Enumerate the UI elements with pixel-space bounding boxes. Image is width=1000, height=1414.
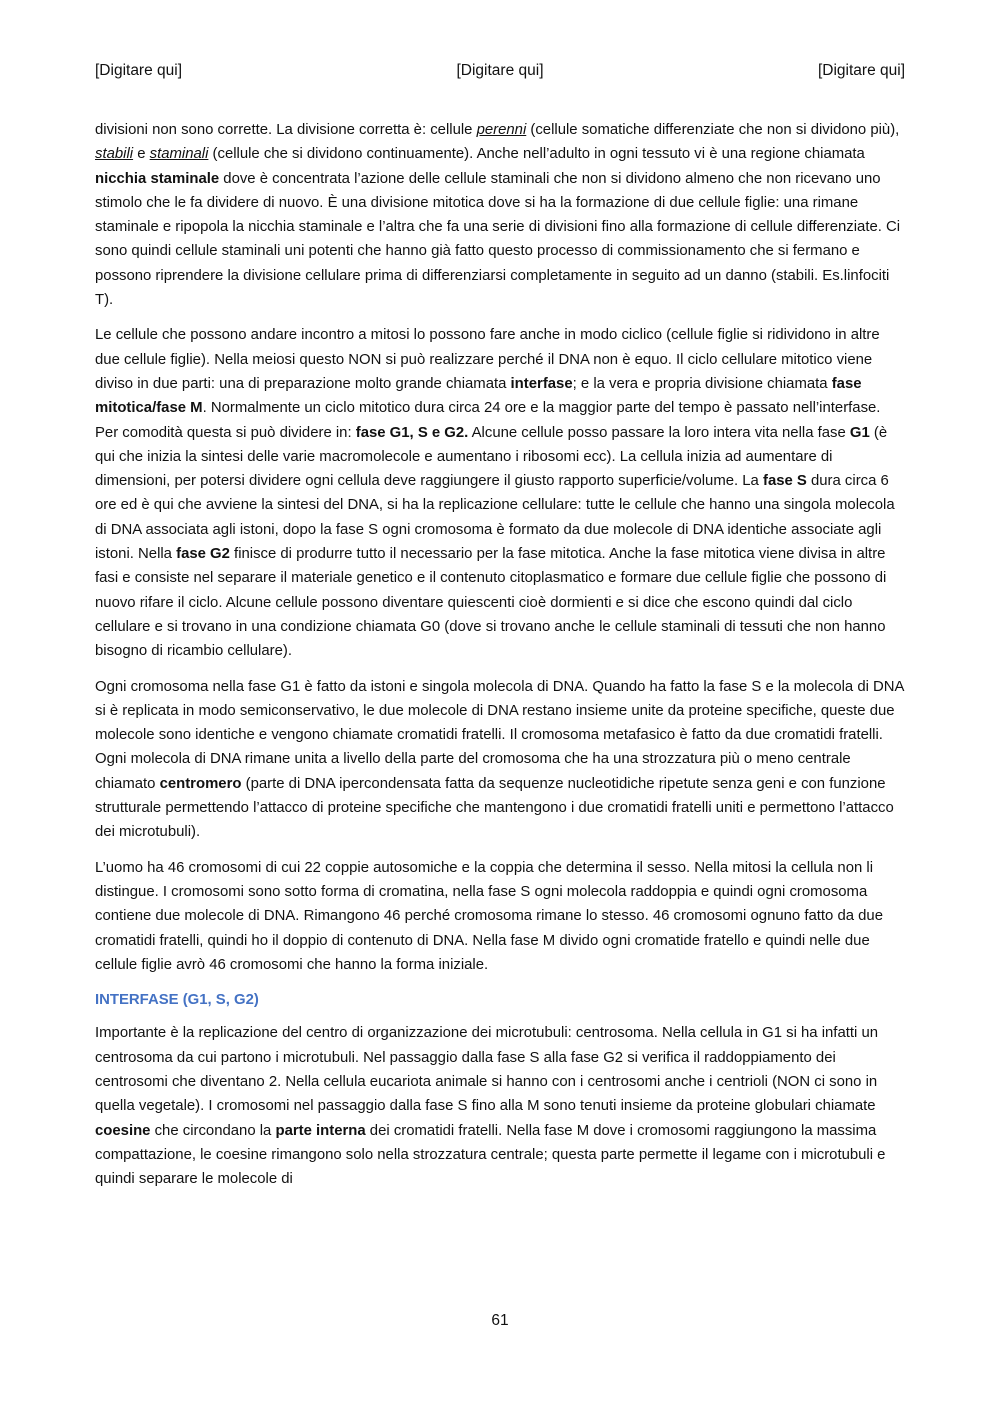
- page-body: [95, 118, 907, 1202]
- bold-term: centromero: [159, 775, 242, 792]
- section-heading-interfase: INTERFASE (G1, S, G2): [95, 992, 259, 1009]
- header-center: [Digitare qui]: [456, 62, 544, 79]
- text-run: finisce di produrre tutto il necessario per la fase mitotica. Anche la fase mitotica viene divisa in altre fasi e consiste nel separare il materiale genetico e il contenuto citoplasmatico e formare due cellule figlie che possono di nuovo rifare il ciclo. Alcune cellule possono diventare quiescenti cioè dormienti e si dice che escono quindi dal ciclo cellulare e si trovano in una condizione chiamata G0 (dove si trovano anche le cellule staminali di tessuti che non hanno bisogno di ricambio cellulare).: [95, 546, 887, 660]
- bold-term: fase mitotica/fase M: [95, 375, 862, 417]
- text-run: . Normalmente un ciclo mitotico dura circa 24 ore e la maggior parte del tempo è passato nell’interfase. Per comodità questa si può dividere in:: [95, 400, 881, 441]
- paragraph-cell-cycle: [95, 323, 907, 663]
- bold-term: fase S: [762, 473, 807, 490]
- paragraph-centrosome: [95, 1021, 907, 1191]
- bold-term: fase G2: [176, 546, 230, 563]
- paragraph-human-chromosomes: [95, 856, 907, 977]
- bold-term: fase G1, S e G2.: [355, 424, 469, 441]
- text-run: (parte di DNA ipercondensata fatta da sequenze nucleotidiche ripetute senza geni e con funzione strutturale permettendo l’attacco di proteine specifiche che mantengono i due cromatidi fratelli uniti e permettono l’attacco dei microtubuli).: [95, 775, 894, 841]
- bold-term: interfase: [510, 375, 573, 392]
- text-run: Alcune cellule posso passare la loro intera vita nella fase: [468, 424, 850, 441]
- text-run: ; e la vera e propria divisione chiamata: [572, 375, 832, 392]
- term-staminali: staminali: [149, 146, 209, 163]
- header-right: [Digitare qui]: [817, 62, 905, 79]
- text-run: dei cromatidi fratelli. Nella fase M dove i cromosomi raggiungono la massima compattazione, le coesine rimangono solo nella strozzatura centrale; questa parte permette il legame con i microtubuli e quindi separare le molecole di: [95, 1122, 886, 1188]
- paragraph-cell-types: [95, 118, 907, 312]
- text-run: (è qui che inizia la sintesi delle varie macromolecole e aumentano i ribosomi ecc). La cellula inizia ad aumentare di dimensioni, per potersi dividere ogni cellula deve raggiungere il giusto rapporto superficie/volume. La: [95, 424, 888, 490]
- header-left: [Digitare qui]: [95, 62, 183, 79]
- bold-term: nicchia staminale: [95, 170, 220, 187]
- text-run: L’uomo ha 46 cromosomi di cui 22 coppie autosomiche e la coppia che determina il sesso. Nella mitosi la cellula non li distingue. I cromosomi sono sotto forma di cromatina, nella fase S ogni molecola raddoppia e quindi ogni cromosoma contiene due molecole di DNA. Rimangono 46 perché cromosoma rimane lo stesso. 46 cromosomi ognuno fatto da due cromatidi fratelli, quindi ho il doppio di contenuto di DNA. Nella fase M divido ogni cromatide fratello e quindi nelle due cellule figlie avrò 46 cromosomi che hanno la forma iniziale.: [95, 859, 883, 973]
- text-run: dura circa 6 ore ed è qui che avviene la sintesi del DNA, si ha la replicazione cellulare: tutte le cellule che hanno una singola molecola di DNA associata agli istoni, dopo la fase S ogni cromosoma è formato da due molecole di DNA identiche associate agli istoni. Nella: [95, 473, 895, 563]
- term-perenni: perenni: [476, 122, 527, 138]
- term-stabili: stabili: [95, 146, 134, 163]
- text-run: dove è concentrata l’azione delle cellule staminali che non si dividono almeno che non ricevano uno stimolo che le fa dividere di nuovo. È una divisione mitotica dove si ha la formazione di due cellule figlie: una rimane staminale e ripopola la nicchia staminale e l’altra che fa una serie di divisioni fino alla formazione di cellule differenziate. Ci sono quindi cellule staminali uni potenti che hanno già fatto questo processo di commissionamento che si fermano e possono riprendere la divisione cellulare prima di differenziarsi completamente in seguito ad un danno (stabili. Es.linfociti T).: [95, 170, 901, 309]
- bold-term: G1: [849, 424, 870, 441]
- page-number: 61: [491, 1312, 509, 1329]
- paragraph-chromosome: [95, 675, 907, 845]
- page-header: [95, 58, 905, 84]
- text-run: che circondano la: [150, 1122, 276, 1139]
- text-run: (cellule somatiche differenziate che non si dividono più),: [526, 122, 900, 138]
- text-run: Ogni cromosoma nella fase G1 è fatto da istoni e singola molecola di DNA. Quando ha fatto la fase S e la molecola di DNA si è replicata in modo semiconservativo, le due molecole di DNA restano insieme unite da proteine specifiche, queste due molecole sono identiche e vengono chiamate cromatidi fratelli. Il cromosoma metafasico è fatto da due cromatidi fratelli. Ogni molecola di DNA rimane unita a livello della parte del cromosoma che ha una strozzatura più o meno centrale chiamato: [95, 678, 904, 792]
- bold-term: parte interna: [275, 1122, 366, 1139]
- text-run: divisioni non sono corrette. La divisione corretta è: cellule: [95, 122, 477, 138]
- text-run: e: [133, 146, 150, 163]
- text-run: Le cellule che possono andare incontro a mitosi lo possono fare anche in modo ciclico (cellule figlie si ridividono in altre due cellule figlie). Nella meiosi questo NON si può realizzare perché il DNA non è equo. Il ciclo cellulare mitotico viene diviso in due parti: una di preparazione molto grande chiamata: [95, 327, 880, 392]
- text-run: Importante è la replicazione del centro di organizzazione dei microtubuli: centrosoma. Nella cellula in G1 si ha infatti un centrosoma da cui partono i microtubuli. Nel passaggio dalla fase S alla fase G2 si verifica il raddoppiamento dei centrosomi che diventano 2. Nella cellula eucariota animale si hanno con i centrosomi anche i centrioli (NON ci sono in quella vegetale). I cromosomi nel passaggio dalla fase S fino alla M sono tenuti insieme da proteine globulari chiamate: [95, 1025, 879, 1115]
- bold-term: coesine: [95, 1122, 151, 1139]
- text-run: (cellule che si dividono continuamente). Anche nell’adulto in ogni tessuto vi è una regione chiamata: [208, 146, 865, 163]
